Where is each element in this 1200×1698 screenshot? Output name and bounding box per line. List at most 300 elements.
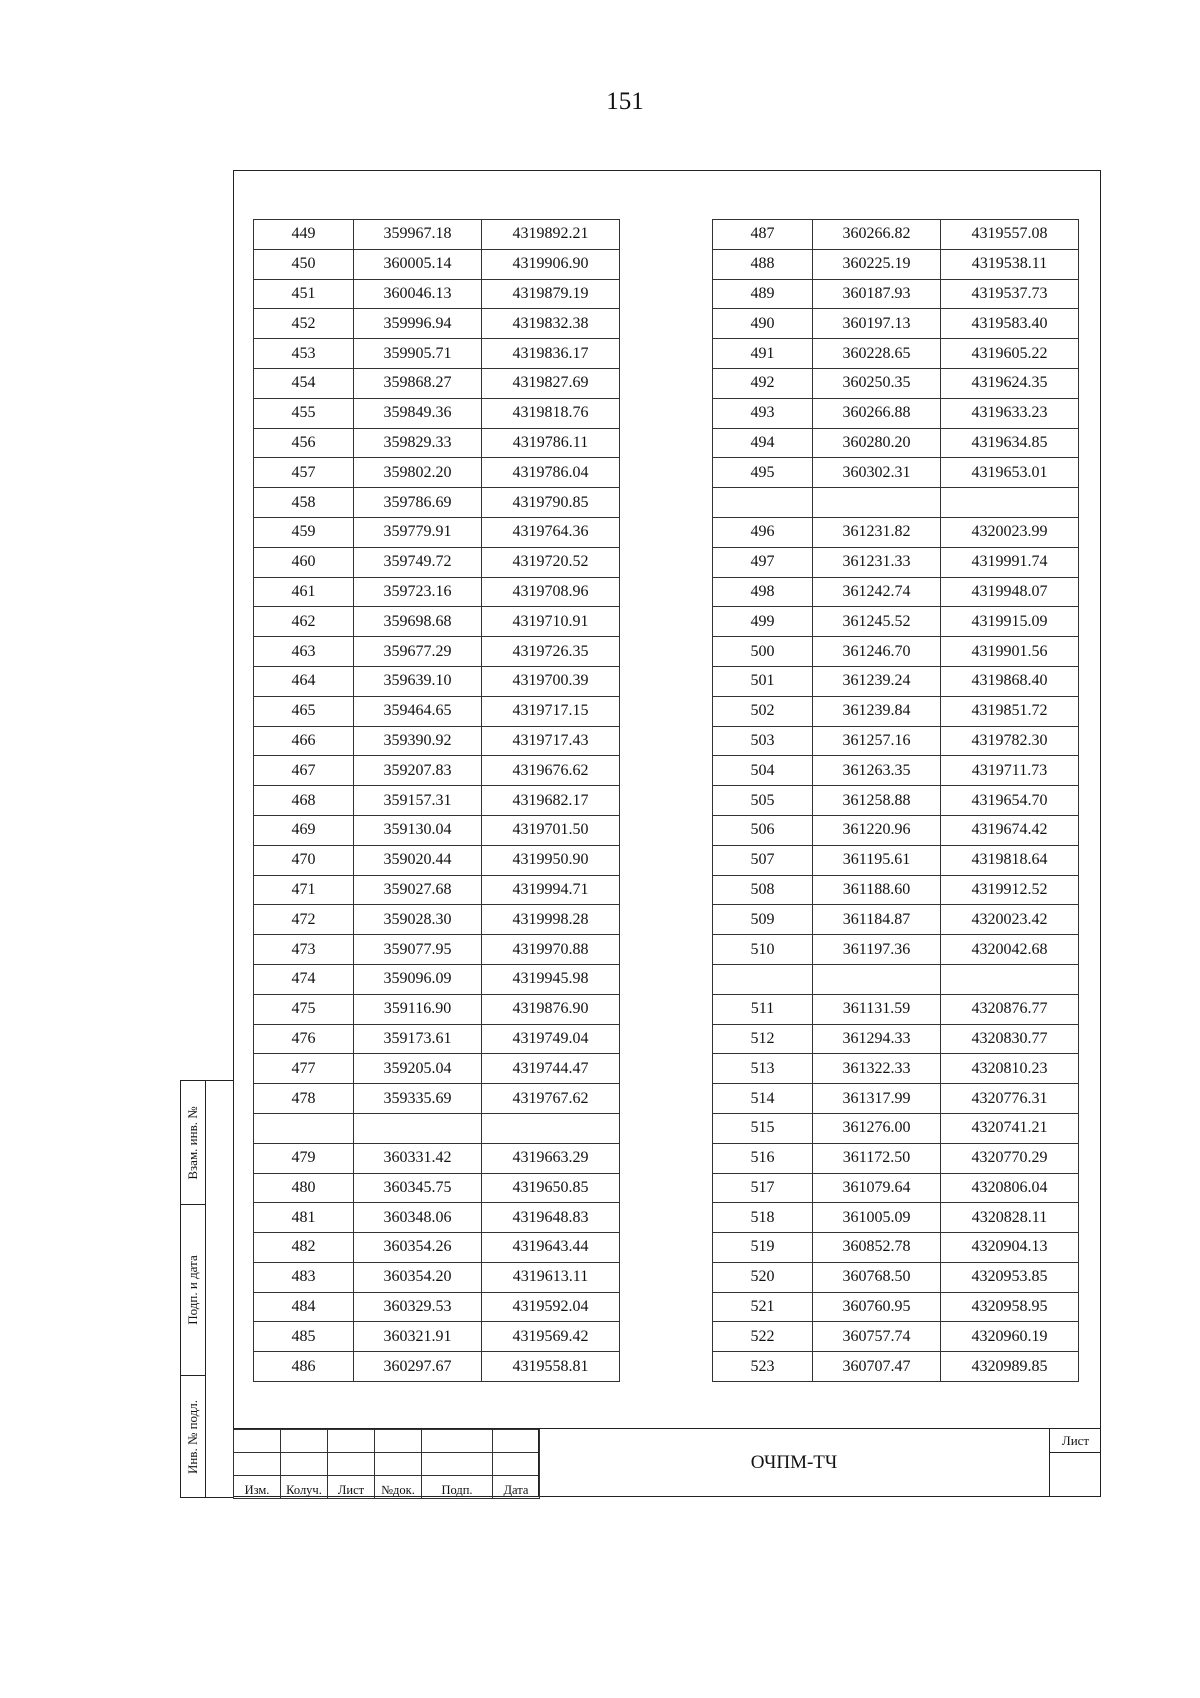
y-coordinate-cell: 4319749.04 <box>482 1024 620 1054</box>
y-coordinate-cell: 4319648.83 <box>482 1203 620 1233</box>
y-coordinate-cell: 4319906.90 <box>482 249 620 279</box>
x-coordinate-cell: 359639.10 <box>354 666 482 696</box>
point-number-cell: 462 <box>254 607 354 637</box>
x-coordinate-cell: 360046.13 <box>354 279 482 309</box>
y-coordinate-cell: 4320953.85 <box>941 1262 1079 1292</box>
table-row <box>713 517 1079 547</box>
point-number-cell: 473 <box>254 935 354 965</box>
point-number-cell: 476 <box>254 1024 354 1054</box>
y-coordinate-cell: 4320806.04 <box>941 1173 1079 1203</box>
y-coordinate-cell: 4319701.50 <box>482 815 620 845</box>
x-coordinate-cell: 359020.44 <box>354 845 482 875</box>
x-coordinate-cell: 360329.53 <box>354 1292 482 1322</box>
point-number-cell: 488 <box>713 249 813 279</box>
point-number-cell: 501 <box>713 666 813 696</box>
x-coordinate-cell: 360228.65 <box>813 339 941 369</box>
table-row <box>254 726 620 756</box>
x-coordinate-cell <box>813 964 941 994</box>
table-row <box>254 339 620 369</box>
y-coordinate-cell: 4319558.81 <box>482 1352 620 1382</box>
point-number-cell: 456 <box>254 428 354 458</box>
table-row <box>713 1143 1079 1173</box>
table-row <box>254 220 620 250</box>
x-coordinate-cell: 359096.09 <box>354 964 482 994</box>
title-block <box>233 1428 1101 1497</box>
table-row <box>713 1173 1079 1203</box>
side-field-original-inv <box>181 1376 205 1498</box>
point-number-cell: 453 <box>254 339 354 369</box>
point-number-cell: 496 <box>713 517 813 547</box>
point-number-cell: 510 <box>713 935 813 965</box>
table-row <box>713 309 1079 339</box>
point-number-cell: 492 <box>713 368 813 398</box>
table-row <box>713 458 1079 488</box>
y-coordinate-cell: 4319836.17 <box>482 339 620 369</box>
y-coordinate-cell: 4319782.30 <box>941 726 1079 756</box>
table-row <box>254 249 620 279</box>
x-coordinate-cell: 361197.36 <box>813 935 941 965</box>
point-number-cell: 506 <box>713 815 813 845</box>
y-coordinate-cell: 4319790.85 <box>482 488 620 518</box>
y-coordinate-cell <box>941 964 1079 994</box>
point-number-cell: 484 <box>254 1292 354 1322</box>
y-coordinate-cell: 4319663.29 <box>482 1143 620 1173</box>
header-izm: Изм. <box>234 1476 281 1499</box>
point-number-cell: 468 <box>254 786 354 816</box>
table-row <box>713 696 1079 726</box>
table-row <box>254 1322 620 1352</box>
y-coordinate-cell: 4319764.36 <box>482 517 620 547</box>
table-row <box>713 428 1079 458</box>
x-coordinate-cell: 361131.59 <box>813 994 941 1024</box>
table-row <box>713 964 1079 994</box>
coordinates-table-left <box>253 219 620 1382</box>
side-label-original-inv: Инв. № подл. <box>185 1399 200 1475</box>
y-coordinate-cell: 4320828.11 <box>941 1203 1079 1233</box>
x-coordinate-cell: 359996.94 <box>354 309 482 339</box>
table-row <box>254 458 620 488</box>
y-coordinate-cell: 4319700.39 <box>482 666 620 696</box>
x-coordinate-cell: 360757.74 <box>813 1322 941 1352</box>
y-coordinate-cell: 4320810.23 <box>941 1054 1079 1084</box>
point-number-cell: 466 <box>254 726 354 756</box>
y-coordinate-cell: 4319915.09 <box>941 607 1079 637</box>
x-coordinate-cell: 359802.20 <box>354 458 482 488</box>
x-coordinate-cell: 361258.88 <box>813 786 941 816</box>
table-row <box>254 279 620 309</box>
table-row <box>254 547 620 577</box>
point-number-cell: 470 <box>254 845 354 875</box>
table-row <box>713 1262 1079 1292</box>
x-coordinate-cell: 360197.13 <box>813 309 941 339</box>
point-number-cell: 458 <box>254 488 354 518</box>
table-row <box>713 577 1079 607</box>
x-coordinate-cell: 361188.60 <box>813 875 941 905</box>
x-coordinate-cell: 361005.09 <box>813 1203 941 1233</box>
point-number-cell <box>713 964 813 994</box>
point-number-cell: 502 <box>713 696 813 726</box>
point-number-cell: 460 <box>254 547 354 577</box>
y-coordinate-cell: 4319613.11 <box>482 1262 620 1292</box>
point-number-cell: 491 <box>713 339 813 369</box>
x-coordinate-cell: 359205.04 <box>354 1054 482 1084</box>
side-strip-divider <box>205 1081 206 1497</box>
x-coordinate-cell: 361220.96 <box>813 815 941 845</box>
x-coordinate-cell: 360266.82 <box>813 220 941 250</box>
x-coordinate-cell: 359207.83 <box>354 756 482 786</box>
table-row <box>713 249 1079 279</box>
y-coordinate-cell: 4320876.77 <box>941 994 1079 1024</box>
y-coordinate-cell: 4319818.64 <box>941 845 1079 875</box>
y-coordinate-cell: 4320960.19 <box>941 1322 1079 1352</box>
table-row <box>254 1173 620 1203</box>
y-coordinate-cell: 4319948.07 <box>941 577 1079 607</box>
x-coordinate-cell: 359967.18 <box>354 220 482 250</box>
y-coordinate-cell: 4319537.73 <box>941 279 1079 309</box>
point-number-cell: 474 <box>254 964 354 994</box>
y-coordinate-cell: 4319970.88 <box>482 935 620 965</box>
point-number-cell: 486 <box>254 1352 354 1382</box>
y-coordinate-cell: 4319682.17 <box>482 786 620 816</box>
sheet-label: Лист <box>1050 1429 1101 1453</box>
y-coordinate-cell: 4319653.01 <box>941 458 1079 488</box>
y-coordinate-cell: 4319634.85 <box>941 428 1079 458</box>
x-coordinate-cell: 359028.30 <box>354 905 482 935</box>
x-coordinate-cell: 361322.33 <box>813 1054 941 1084</box>
table-row <box>713 726 1079 756</box>
point-number-cell: 495 <box>713 458 813 488</box>
y-coordinate-cell: 4320958.95 <box>941 1292 1079 1322</box>
y-coordinate-cell: 4319592.04 <box>482 1292 620 1322</box>
y-coordinate-cell: 4319583.40 <box>941 309 1079 339</box>
table-row <box>254 845 620 875</box>
y-coordinate-cell: 4320023.99 <box>941 517 1079 547</box>
y-coordinate-cell: 4320776.31 <box>941 1084 1079 1114</box>
y-coordinate-cell: 4319605.22 <box>941 339 1079 369</box>
table-row <box>254 786 620 816</box>
y-coordinate-cell: 4319569.42 <box>482 1322 620 1352</box>
side-field-signature-date <box>181 1205 205 1376</box>
point-number-cell: 472 <box>254 905 354 935</box>
table-row <box>254 488 620 518</box>
point-number-cell: 463 <box>254 637 354 667</box>
y-coordinate-cell: 4320989.85 <box>941 1352 1079 1382</box>
side-label-signature-date: Подп. и дата <box>185 1255 200 1325</box>
x-coordinate-cell: 360348.06 <box>354 1203 482 1233</box>
y-coordinate-cell <box>482 1113 620 1143</box>
point-number-cell: 503 <box>713 726 813 756</box>
point-number-cell: 452 <box>254 309 354 339</box>
point-number-cell <box>713 488 813 518</box>
y-coordinate-cell: 4319851.72 <box>941 696 1079 726</box>
point-number-cell: 479 <box>254 1143 354 1173</box>
x-coordinate-cell: 361172.50 <box>813 1143 941 1173</box>
point-number-cell: 451 <box>254 279 354 309</box>
x-coordinate-cell: 359905.71 <box>354 339 482 369</box>
table-row <box>713 815 1079 845</box>
y-coordinate-cell: 4319994.71 <box>482 875 620 905</box>
table-row <box>254 428 620 458</box>
y-coordinate-cell: 4319538.11 <box>941 249 1079 279</box>
table-row <box>713 1113 1079 1143</box>
y-coordinate-cell: 4319717.43 <box>482 726 620 756</box>
table-row <box>254 994 620 1024</box>
y-coordinate-cell: 4319868.40 <box>941 666 1079 696</box>
table-row <box>713 368 1079 398</box>
x-coordinate-cell: 360321.91 <box>354 1322 482 1352</box>
table-row <box>713 220 1079 250</box>
x-coordinate-cell: 361079.64 <box>813 1173 941 1203</box>
point-number-cell: 513 <box>713 1054 813 1084</box>
table-row <box>713 607 1079 637</box>
x-coordinate-cell: 360768.50 <box>813 1262 941 1292</box>
table-row <box>713 488 1079 518</box>
point-number-cell: 519 <box>713 1233 813 1263</box>
table-row <box>713 1203 1079 1233</box>
table-row <box>713 547 1079 577</box>
x-coordinate-cell: 359749.72 <box>354 547 482 577</box>
x-coordinate-cell: 361231.33 <box>813 547 941 577</box>
y-coordinate-cell: 4319710.91 <box>482 607 620 637</box>
table-row <box>254 309 620 339</box>
point-number-cell: 516 <box>713 1143 813 1173</box>
x-coordinate-cell: 359698.68 <box>354 607 482 637</box>
point-number-cell: 522 <box>713 1322 813 1352</box>
x-coordinate-cell: 360266.88 <box>813 398 941 428</box>
table-row <box>254 1233 620 1263</box>
header-data: Дата <box>493 1476 540 1499</box>
table-row <box>254 398 620 428</box>
y-coordinate-cell: 4319720.52 <box>482 547 620 577</box>
point-number-cell: 469 <box>254 815 354 845</box>
point-number-cell: 457 <box>254 458 354 488</box>
x-coordinate-cell: 359849.36 <box>354 398 482 428</box>
x-coordinate-cell: 359130.04 <box>354 815 482 845</box>
x-coordinate-cell: 361231.82 <box>813 517 941 547</box>
point-number-cell: 498 <box>713 577 813 607</box>
point-number-cell: 507 <box>713 845 813 875</box>
x-coordinate-cell: 360852.78 <box>813 1233 941 1263</box>
point-number-cell: 511 <box>713 994 813 1024</box>
x-coordinate-cell: 359027.68 <box>354 875 482 905</box>
table-row <box>713 875 1079 905</box>
point-number-cell: 515 <box>713 1113 813 1143</box>
x-coordinate-cell: 359829.33 <box>354 428 482 458</box>
y-coordinate-cell: 4319950.90 <box>482 845 620 875</box>
y-coordinate-cell: 4319557.08 <box>941 220 1079 250</box>
x-coordinate-cell: 359173.61 <box>354 1024 482 1054</box>
x-coordinate-cell: 360707.47 <box>813 1352 941 1382</box>
y-coordinate-cell: 4319676.62 <box>482 756 620 786</box>
table-row <box>254 637 620 667</box>
point-number-cell: 493 <box>713 398 813 428</box>
y-coordinate-cell <box>941 488 1079 518</box>
table-row <box>713 1054 1079 1084</box>
y-coordinate-cell: 4319892.21 <box>482 220 620 250</box>
x-coordinate-cell: 360354.20 <box>354 1262 482 1292</box>
y-coordinate-cell: 4320023.42 <box>941 905 1079 935</box>
y-coordinate-cell: 4320770.29 <box>941 1143 1079 1173</box>
y-coordinate-cell: 4320741.21 <box>941 1113 1079 1143</box>
table-row <box>254 577 620 607</box>
point-number-cell: 489 <box>713 279 813 309</box>
header-list: Лист <box>328 1476 375 1499</box>
point-number-cell: 497 <box>713 547 813 577</box>
x-coordinate-cell: 361242.74 <box>813 577 941 607</box>
point-number-cell: 480 <box>254 1173 354 1203</box>
table-row <box>713 905 1079 935</box>
x-coordinate-cell: 359390.92 <box>354 726 482 756</box>
header-podp: Подп. <box>422 1476 493 1499</box>
x-coordinate-cell: 359868.27 <box>354 368 482 398</box>
table-row <box>713 637 1079 667</box>
table-row <box>713 1233 1079 1263</box>
point-number-cell: 514 <box>713 1084 813 1114</box>
x-coordinate-cell: 361195.61 <box>813 845 941 875</box>
table-row <box>254 935 620 965</box>
x-coordinate-cell: 360297.67 <box>354 1352 482 1382</box>
point-number-cell: 475 <box>254 994 354 1024</box>
table-row <box>254 1113 620 1143</box>
y-coordinate-cell: 4319711.73 <box>941 756 1079 786</box>
x-coordinate-cell: 359335.69 <box>354 1084 482 1114</box>
y-coordinate-cell: 4319818.76 <box>482 398 620 428</box>
point-number-cell: 455 <box>254 398 354 428</box>
x-coordinate-cell <box>813 488 941 518</box>
y-coordinate-cell: 4320042.68 <box>941 935 1079 965</box>
y-coordinate-cell: 4319832.38 <box>482 309 620 339</box>
point-number-cell: 517 <box>713 1173 813 1203</box>
sheet-number-box <box>1050 1429 1101 1497</box>
x-coordinate-cell: 360187.93 <box>813 279 941 309</box>
table-row <box>254 1084 620 1114</box>
header-ndok: №док. <box>375 1476 422 1499</box>
point-number-cell: 467 <box>254 756 354 786</box>
table-row <box>254 696 620 726</box>
header-koluch: Колуч. <box>281 1476 328 1499</box>
y-coordinate-cell: 4319654.70 <box>941 786 1079 816</box>
table-row <box>713 666 1079 696</box>
table-row <box>254 875 620 905</box>
x-coordinate-cell: 361317.99 <box>813 1084 941 1114</box>
y-coordinate-cell: 4319643.44 <box>482 1233 620 1263</box>
side-stamp-strip <box>180 1080 233 1498</box>
point-number-cell: 504 <box>713 756 813 786</box>
y-coordinate-cell: 4320830.77 <box>941 1024 1079 1054</box>
table-row <box>254 607 620 637</box>
table-row <box>713 1024 1079 1054</box>
y-coordinate-cell: 4319998.28 <box>482 905 620 935</box>
point-number-cell: 505 <box>713 786 813 816</box>
point-number-cell: 520 <box>713 1262 813 1292</box>
document-code: ОЧПМ-ТЧ <box>538 1429 1050 1497</box>
x-coordinate-cell: 361257.16 <box>813 726 941 756</box>
y-coordinate-cell: 4319708.96 <box>482 577 620 607</box>
y-coordinate-cell: 4319945.98 <box>482 964 620 994</box>
point-number-cell: 508 <box>713 875 813 905</box>
table-row <box>254 1024 620 1054</box>
x-coordinate-cell: 360005.14 <box>354 249 482 279</box>
table-row <box>713 398 1079 428</box>
y-coordinate-cell: 4319674.42 <box>941 815 1079 845</box>
table-row <box>254 368 620 398</box>
table-row <box>254 964 620 994</box>
y-coordinate-cell: 4319650.85 <box>482 1173 620 1203</box>
point-number-cell: 461 <box>254 577 354 607</box>
x-coordinate-cell: 360250.35 <box>813 368 941 398</box>
point-number-cell: 499 <box>713 607 813 637</box>
y-coordinate-cell: 4319876.90 <box>482 994 620 1024</box>
table-row <box>254 666 620 696</box>
point-number-cell: 518 <box>713 1203 813 1233</box>
x-coordinate-cell: 360331.42 <box>354 1143 482 1173</box>
y-coordinate-cell: 4319767.62 <box>482 1084 620 1114</box>
y-coordinate-cell: 4319879.19 <box>482 279 620 309</box>
point-number-cell: 487 <box>713 220 813 250</box>
point-number-cell: 464 <box>254 666 354 696</box>
x-coordinate-cell: 361263.35 <box>813 756 941 786</box>
side-field-replacement-inv <box>181 1081 205 1205</box>
point-number-cell: 483 <box>254 1262 354 1292</box>
point-number-cell: 500 <box>713 637 813 667</box>
x-coordinate-cell: 360760.95 <box>813 1292 941 1322</box>
point-number-cell: 494 <box>713 428 813 458</box>
x-coordinate-cell: 360302.31 <box>813 458 941 488</box>
x-coordinate-cell: 361245.52 <box>813 607 941 637</box>
table-row <box>713 1292 1079 1322</box>
x-coordinate-cell: 361294.33 <box>813 1024 941 1054</box>
x-coordinate-cell: 359723.16 <box>354 577 482 607</box>
point-number-cell: 454 <box>254 368 354 398</box>
point-number-cell: 512 <box>713 1024 813 1054</box>
table-row <box>254 1203 620 1233</box>
x-coordinate-cell: 359677.29 <box>354 637 482 667</box>
y-coordinate-cell: 4319717.15 <box>482 696 620 726</box>
y-coordinate-cell: 4319786.11 <box>482 428 620 458</box>
point-number-cell: 449 <box>254 220 354 250</box>
table-row <box>713 339 1079 369</box>
table-row <box>713 935 1079 965</box>
table-row <box>713 1352 1079 1382</box>
table-row <box>713 279 1079 309</box>
table-row <box>254 756 620 786</box>
table-row <box>254 815 620 845</box>
x-coordinate-cell: 360354.26 <box>354 1233 482 1263</box>
point-number-cell <box>254 1113 354 1143</box>
point-number-cell: 450 <box>254 249 354 279</box>
y-coordinate-cell: 4319912.52 <box>941 875 1079 905</box>
y-coordinate-cell: 4319726.35 <box>482 637 620 667</box>
point-number-cell: 481 <box>254 1203 354 1233</box>
x-coordinate-cell: 361184.87 <box>813 905 941 935</box>
point-number-cell: 482 <box>254 1233 354 1263</box>
x-coordinate-cell: 361276.00 <box>813 1113 941 1143</box>
y-coordinate-cell: 4319633.23 <box>941 398 1079 428</box>
table-row <box>713 1322 1079 1352</box>
x-coordinate-cell: 359077.95 <box>354 935 482 965</box>
x-coordinate-cell: 361239.24 <box>813 666 941 696</box>
table-row <box>254 1292 620 1322</box>
x-coordinate-cell: 359779.91 <box>354 517 482 547</box>
table-row <box>254 1262 620 1292</box>
point-number-cell: 485 <box>254 1322 354 1352</box>
table-row <box>254 905 620 935</box>
point-number-cell: 490 <box>713 309 813 339</box>
table-row <box>713 756 1079 786</box>
side-label-replacement-inv: Взам. инв. № <box>185 1105 200 1180</box>
point-number-cell: 471 <box>254 875 354 905</box>
y-coordinate-cell: 4320904.13 <box>941 1233 1079 1263</box>
